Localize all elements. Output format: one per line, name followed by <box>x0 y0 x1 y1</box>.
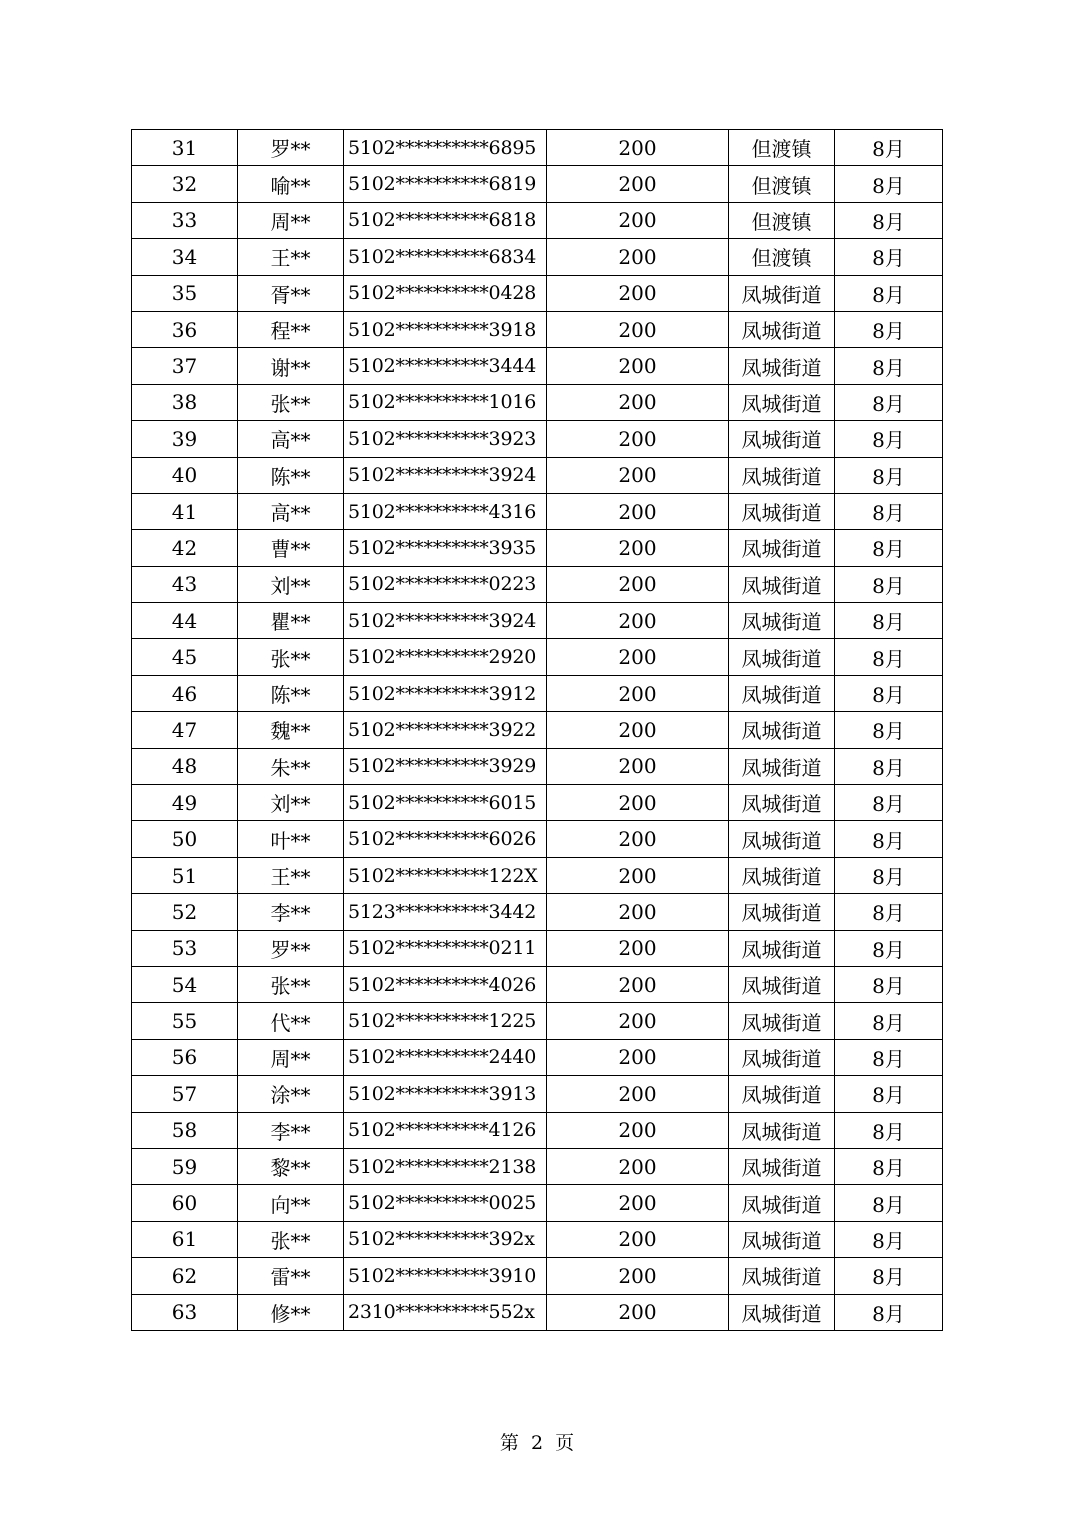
id-number-cell: 5102**********3918 <box>344 311 547 347</box>
table-row <box>132 821 943 857</box>
amount-cell: 200 <box>547 712 729 748</box>
amount-cell: 200 <box>547 966 729 1002</box>
amount-cell: 200 <box>547 1258 729 1294</box>
name-cell: 叶** <box>238 821 344 857</box>
amount-cell: 200 <box>547 821 729 857</box>
name-cell: 李** <box>238 1112 344 1148</box>
table-row <box>132 457 943 493</box>
table-row <box>132 748 943 784</box>
id-number-cell: 5102**********0025 <box>344 1185 547 1221</box>
area-cell: 凤城街道 <box>729 1294 835 1330</box>
area-cell: 凤城街道 <box>729 348 835 384</box>
id-number-cell: 5102**********3922 <box>344 712 547 748</box>
id-number-cell: 5102**********3935 <box>344 530 547 566</box>
row-number-cell: 35 <box>132 275 238 311</box>
row-number-cell: 45 <box>132 639 238 675</box>
row-number-cell: 34 <box>132 239 238 275</box>
table-row <box>132 384 943 420</box>
table-row <box>132 421 943 457</box>
id-number-cell: 5102**********1225 <box>344 1003 547 1039</box>
id-number-cell: 5102**********3924 <box>344 603 547 639</box>
id-number-cell: 5102**********2440 <box>344 1039 547 1075</box>
area-cell: 凤城街道 <box>729 603 835 639</box>
amount-cell: 200 <box>547 1185 729 1221</box>
amount-cell: 200 <box>547 239 729 275</box>
table-row <box>132 1258 943 1294</box>
table-row <box>132 785 943 821</box>
name-cell: 程** <box>238 311 344 347</box>
id-number-cell: 5102**********6026 <box>344 821 547 857</box>
table-row <box>132 1221 943 1257</box>
amount-cell: 200 <box>547 166 729 202</box>
row-number-cell: 50 <box>132 821 238 857</box>
page-number: 第 2 页 <box>499 1432 575 1454</box>
table-row <box>132 639 943 675</box>
id-number-cell: 5102**********0223 <box>344 566 547 602</box>
row-number-cell: 36 <box>132 311 238 347</box>
table-row <box>132 202 943 238</box>
month-cell: 8月 <box>835 275 943 311</box>
area-cell: 凤城街道 <box>729 530 835 566</box>
name-cell: 王** <box>238 239 344 275</box>
id-number-cell: 2310**********552x <box>344 1294 547 1330</box>
row-number-cell: 41 <box>132 493 238 529</box>
table-row <box>132 348 943 384</box>
area-cell: 凤城街道 <box>729 311 835 347</box>
row-number-cell: 52 <box>132 894 238 930</box>
row-number-cell: 57 <box>132 1076 238 1112</box>
table-row <box>132 1148 943 1184</box>
month-cell: 8月 <box>835 1258 943 1294</box>
table-row <box>132 966 943 1002</box>
id-number-cell: 5102**********6015 <box>344 785 547 821</box>
month-cell: 8月 <box>835 675 943 711</box>
id-number-cell: 5102**********2138 <box>344 1148 547 1184</box>
table-row <box>132 275 943 311</box>
month-cell: 8月 <box>835 603 943 639</box>
amount-cell: 200 <box>547 1294 729 1330</box>
id-number-cell: 5102**********3913 <box>344 1076 547 1112</box>
amount-cell: 200 <box>547 1148 729 1184</box>
amount-cell: 200 <box>547 639 729 675</box>
name-cell: 涂** <box>238 1076 344 1112</box>
name-cell: 魏** <box>238 712 344 748</box>
amount-cell: 200 <box>547 202 729 238</box>
name-cell: 陈** <box>238 457 344 493</box>
area-cell: 凤城街道 <box>729 857 835 893</box>
row-number-cell: 60 <box>132 1185 238 1221</box>
id-number-cell: 5102**********1016 <box>344 384 547 420</box>
row-number-cell: 31 <box>132 130 238 166</box>
table-row <box>132 894 943 930</box>
area-cell: 凤城街道 <box>729 966 835 1002</box>
table-row <box>132 566 943 602</box>
month-cell: 8月 <box>835 348 943 384</box>
area-cell: 凤城街道 <box>729 566 835 602</box>
month-cell: 8月 <box>835 566 943 602</box>
id-number-cell: 5102**********2920 <box>344 639 547 675</box>
name-cell: 张** <box>238 639 344 675</box>
table-row <box>132 930 943 966</box>
name-cell: 向** <box>238 1185 344 1221</box>
name-cell: 朱** <box>238 748 344 784</box>
name-cell: 喻** <box>238 166 344 202</box>
area-cell: 但渡镇 <box>729 166 835 202</box>
amount-cell: 200 <box>547 421 729 457</box>
name-cell: 罗** <box>238 130 344 166</box>
name-cell: 黎** <box>238 1148 344 1184</box>
row-number-cell: 63 <box>132 1294 238 1330</box>
month-cell: 8月 <box>835 311 943 347</box>
amount-cell: 200 <box>547 603 729 639</box>
row-number-cell: 54 <box>132 966 238 1002</box>
area-cell: 凤城街道 <box>729 1185 835 1221</box>
month-cell: 8月 <box>835 1185 943 1221</box>
table-row <box>132 493 943 529</box>
row-number-cell: 61 <box>132 1221 238 1257</box>
area-cell: 凤城街道 <box>729 457 835 493</box>
row-number-cell: 49 <box>132 785 238 821</box>
name-cell: 刘** <box>238 566 344 602</box>
area-cell: 凤城街道 <box>729 1221 835 1257</box>
amount-cell: 200 <box>547 566 729 602</box>
month-cell: 8月 <box>835 130 943 166</box>
id-number-cell: 5102**********122X <box>344 857 547 893</box>
amount-cell: 200 <box>547 857 729 893</box>
area-cell: 凤城街道 <box>729 1039 835 1075</box>
table-body <box>132 130 943 1331</box>
name-cell: 谢** <box>238 348 344 384</box>
id-number-cell: 5102**********4316 <box>344 493 547 529</box>
row-number-cell: 53 <box>132 930 238 966</box>
table-row <box>132 1112 943 1148</box>
month-cell: 8月 <box>835 202 943 238</box>
area-cell: 但渡镇 <box>729 202 835 238</box>
name-cell: 周** <box>238 1039 344 1075</box>
area-cell: 凤城街道 <box>729 1148 835 1184</box>
area-cell: 凤城街道 <box>729 785 835 821</box>
name-cell: 陈** <box>238 675 344 711</box>
table-row <box>132 166 943 202</box>
id-number-cell: 5102**********3912 <box>344 675 547 711</box>
id-number-cell: 5102**********0211 <box>344 930 547 966</box>
name-cell: 瞿** <box>238 603 344 639</box>
row-number-cell: 43 <box>132 566 238 602</box>
id-number-cell: 5123**********3442 <box>344 894 547 930</box>
id-number-cell: 5102**********4126 <box>344 1112 547 1148</box>
amount-cell: 200 <box>547 493 729 529</box>
row-number-cell: 56 <box>132 1039 238 1075</box>
subsidy-list-table <box>131 129 943 1331</box>
month-cell: 8月 <box>835 1148 943 1184</box>
area-cell: 凤城街道 <box>729 421 835 457</box>
area-cell: 凤城街道 <box>729 894 835 930</box>
amount-cell: 200 <box>547 384 729 420</box>
area-cell: 凤城街道 <box>729 712 835 748</box>
table-row <box>132 857 943 893</box>
name-cell: 罗** <box>238 930 344 966</box>
month-cell: 8月 <box>835 1003 943 1039</box>
row-number-cell: 48 <box>132 748 238 784</box>
area-cell: 但渡镇 <box>729 130 835 166</box>
id-number-cell: 5102**********3444 <box>344 348 547 384</box>
month-cell: 8月 <box>835 239 943 275</box>
row-number-cell: 44 <box>132 603 238 639</box>
amount-cell: 200 <box>547 311 729 347</box>
area-cell: 凤城街道 <box>729 639 835 675</box>
amount-cell: 200 <box>547 130 729 166</box>
row-number-cell: 46 <box>132 675 238 711</box>
row-number-cell: 55 <box>132 1003 238 1039</box>
row-number-cell: 59 <box>132 1148 238 1184</box>
row-number-cell: 62 <box>132 1258 238 1294</box>
id-number-cell: 5102**********392x <box>344 1221 547 1257</box>
month-cell: 8月 <box>835 166 943 202</box>
id-number-cell: 5102**********6895 <box>344 130 547 166</box>
area-cell: 凤城街道 <box>729 1258 835 1294</box>
id-number-cell: 5102**********4026 <box>344 966 547 1002</box>
amount-cell: 200 <box>547 1003 729 1039</box>
table-row <box>132 1039 943 1075</box>
name-cell: 修** <box>238 1294 344 1330</box>
month-cell: 8月 <box>835 457 943 493</box>
id-number-cell: 5102**********3929 <box>344 748 547 784</box>
area-cell: 凤城街道 <box>729 675 835 711</box>
amount-cell: 200 <box>547 348 729 384</box>
table-row <box>132 530 943 566</box>
name-cell: 代** <box>238 1003 344 1039</box>
name-cell: 刘** <box>238 785 344 821</box>
area-cell: 凤城街道 <box>729 1076 835 1112</box>
amount-cell: 200 <box>547 457 729 493</box>
month-cell: 8月 <box>835 894 943 930</box>
name-cell: 高** <box>238 493 344 529</box>
area-cell: 凤城街道 <box>729 748 835 784</box>
month-cell: 8月 <box>835 1039 943 1075</box>
amount-cell: 200 <box>547 530 729 566</box>
month-cell: 8月 <box>835 930 943 966</box>
table-row <box>132 1185 943 1221</box>
row-number-cell: 32 <box>132 166 238 202</box>
name-cell: 张** <box>238 966 344 1002</box>
row-number-cell: 42 <box>132 530 238 566</box>
row-number-cell: 39 <box>132 421 238 457</box>
area-cell: 凤城街道 <box>729 384 835 420</box>
month-cell: 8月 <box>835 1112 943 1148</box>
name-cell: 高** <box>238 421 344 457</box>
amount-cell: 200 <box>547 930 729 966</box>
amount-cell: 200 <box>547 748 729 784</box>
month-cell: 8月 <box>835 384 943 420</box>
month-cell: 8月 <box>835 639 943 675</box>
table-row <box>132 675 943 711</box>
month-cell: 8月 <box>835 1294 943 1330</box>
row-number-cell: 37 <box>132 348 238 384</box>
table-row <box>132 1294 943 1330</box>
area-cell: 凤城街道 <box>729 493 835 529</box>
month-cell: 8月 <box>835 785 943 821</box>
name-cell: 李** <box>238 894 344 930</box>
name-cell: 雷** <box>238 1258 344 1294</box>
table-row <box>132 239 943 275</box>
name-cell: 胥** <box>238 275 344 311</box>
amount-cell: 200 <box>547 785 729 821</box>
id-number-cell: 5102**********6818 <box>344 202 547 238</box>
month-cell: 8月 <box>835 857 943 893</box>
table-row <box>132 311 943 347</box>
name-cell: 王** <box>238 857 344 893</box>
area-cell: 但渡镇 <box>729 239 835 275</box>
amount-cell: 200 <box>547 275 729 311</box>
amount-cell: 200 <box>547 1112 729 1148</box>
id-number-cell: 5102**********6834 <box>344 239 547 275</box>
name-cell: 周** <box>238 202 344 238</box>
area-cell: 凤城街道 <box>729 1003 835 1039</box>
month-cell: 8月 <box>835 1076 943 1112</box>
area-cell: 凤城街道 <box>729 821 835 857</box>
id-number-cell: 5102**********3924 <box>344 457 547 493</box>
month-cell: 8月 <box>835 530 943 566</box>
row-number-cell: 33 <box>132 202 238 238</box>
amount-cell: 200 <box>547 894 729 930</box>
amount-cell: 200 <box>547 1221 729 1257</box>
table-row <box>132 712 943 748</box>
id-number-cell: 5102**********3910 <box>344 1258 547 1294</box>
row-number-cell: 47 <box>132 712 238 748</box>
table-row <box>132 1003 943 1039</box>
area-cell: 凤城街道 <box>729 930 835 966</box>
area-cell: 凤城街道 <box>729 1112 835 1148</box>
area-cell: 凤城街道 <box>729 275 835 311</box>
row-number-cell: 58 <box>132 1112 238 1148</box>
row-number-cell: 40 <box>132 457 238 493</box>
month-cell: 8月 <box>835 821 943 857</box>
amount-cell: 200 <box>547 1039 729 1075</box>
amount-cell: 200 <box>547 1076 729 1112</box>
id-number-cell: 5102**********6819 <box>344 166 547 202</box>
month-cell: 8月 <box>835 748 943 784</box>
month-cell: 8月 <box>835 712 943 748</box>
month-cell: 8月 <box>835 421 943 457</box>
table-row <box>132 130 943 166</box>
row-number-cell: 38 <box>132 384 238 420</box>
name-cell: 曹** <box>238 530 344 566</box>
name-cell: 张** <box>238 1221 344 1257</box>
month-cell: 8月 <box>835 1221 943 1257</box>
table-row <box>132 603 943 639</box>
month-cell: 8月 <box>835 493 943 529</box>
row-number-cell: 51 <box>132 857 238 893</box>
name-cell: 张** <box>238 384 344 420</box>
id-number-cell: 5102**********0428 <box>344 275 547 311</box>
table-row <box>132 1076 943 1112</box>
id-number-cell: 5102**********3923 <box>344 421 547 457</box>
amount-cell: 200 <box>547 675 729 711</box>
month-cell: 8月 <box>835 966 943 1002</box>
